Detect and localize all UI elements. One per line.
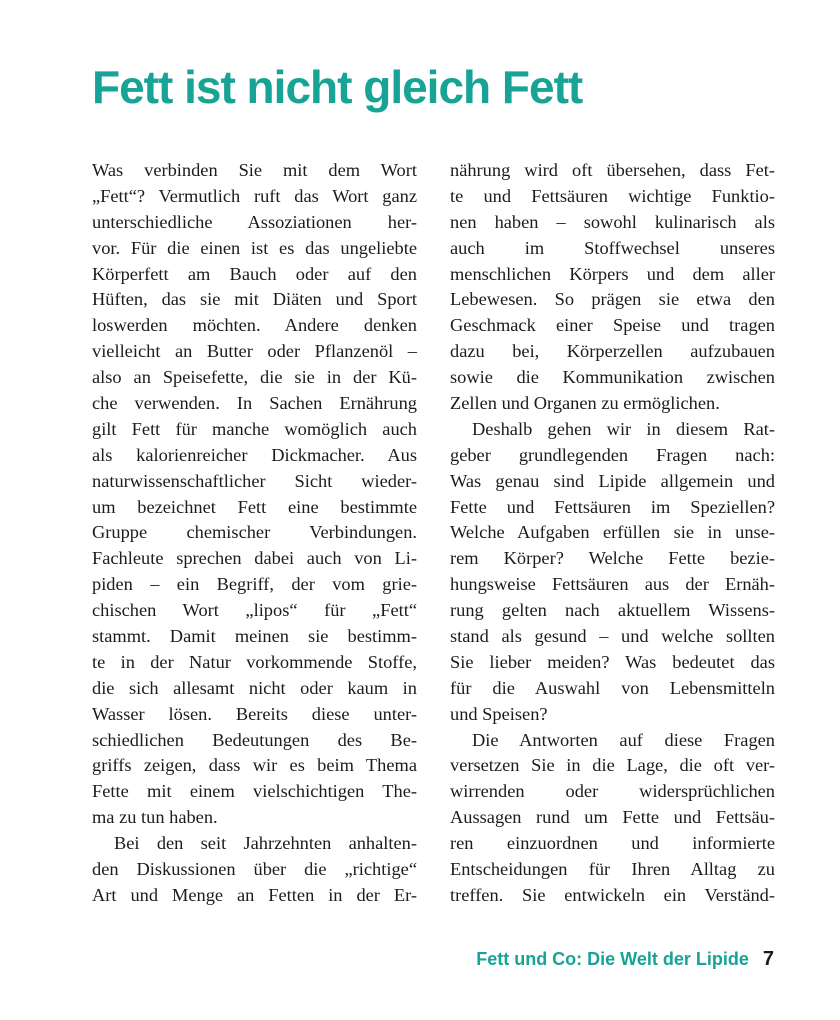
page-title: Fett ist nicht gleich Fett	[92, 61, 583, 113]
text-line: che verwenden. In Sachen Ernährung	[92, 393, 417, 414]
text-line: treffen. Sie entwickeln ein Verständ-	[450, 884, 775, 905]
text-column-right	[450, 158, 775, 909]
text-line: Körperfett am Bauch oder auf den	[92, 263, 417, 284]
text-line: chischen Wort „lipos“ für „Fett“	[92, 600, 417, 621]
text-line: vielleicht an Butter oder Pflanzenöl –	[92, 341, 417, 362]
text-line: stand als gesund – und welche sollten	[450, 626, 775, 647]
text-line: Hüften, das sie mit Diäten und Sport	[92, 289, 417, 310]
text-line: rem Körper? Welche Fette bezie-	[450, 548, 775, 569]
text-line: Lebewesen. So prägen sie etwa den	[450, 289, 775, 310]
page-footer	[476, 948, 774, 971]
text-line: Die Antworten auf diese Fragen	[472, 729, 775, 750]
text-line: ma zu tun haben.	[92, 807, 218, 828]
text-line: unterschiedliche Assoziationen her-	[92, 211, 417, 232]
text-line: „Fett“? Vermutlich ruft das Wort ganz	[92, 185, 417, 206]
text-line: stammt. Damit meinen sie bestimm-	[92, 626, 417, 647]
text-line: te in der Natur vorkommende Stoffe,	[92, 651, 417, 672]
text-line: rung gelten nach aktuellem Wissens-	[450, 600, 775, 621]
text-line: Bei den seit Jahrzehnten anhalten-	[114, 833, 417, 854]
text-line: te und Fettsäuren wichtige Funktio-	[450, 185, 775, 206]
text-line: Entscheidungen für Ihren Alltag zu	[450, 859, 775, 880]
text-line: Deshalb gehen wir in diesem Rat-	[472, 418, 775, 439]
text-line: um bezeichnet Fett eine bestimmte	[92, 496, 417, 517]
text-line: und Speisen?	[450, 703, 548, 724]
text-line: menschlichen Körpers und dem aller	[450, 263, 775, 284]
text-column-left	[92, 158, 417, 909]
text-line: loswerden möchten. Andere denken	[92, 315, 417, 336]
text-line: nährung wird oft übersehen, dass Fet-	[450, 160, 775, 180]
text-line: piden – ein Begriff, der vom grie-	[92, 574, 417, 595]
text-line: Welche Aufgaben erfüllen sie in unse-	[450, 522, 775, 543]
text-line: also an Speisefette, die sie in der Kü-	[92, 367, 417, 388]
text-line: dazu bei, Körperzellen aufzubauen	[450, 341, 775, 362]
text-line: Was verbinden Sie mit dem Wort	[92, 160, 417, 180]
text-line: griffs zeigen, dass wir es beim Thema	[92, 755, 417, 776]
text-line: geber grundlegenden Fragen nach:	[450, 444, 775, 465]
text-line: sowie die Kommunikation zwischen	[450, 367, 775, 388]
text-line: gilt Fett für manche womöglich auch	[92, 418, 417, 439]
text-line: Gruppe chemischer Verbindungen.	[92, 522, 417, 543]
text-line: Art und Menge an Fetten in der Er-	[92, 884, 417, 905]
text-line: Geschmack einer Speise und tragen	[450, 315, 775, 336]
footer-book-title: Fett und Co: Die Welt der Lipide	[476, 949, 749, 969]
text-line: vor. Für die einen ist es das ungeliebte	[92, 237, 417, 258]
text-line: auch im Stoffwechsel unseres	[450, 237, 775, 258]
text-line: hungsweise Fettsäuren aus der Ernäh-	[450, 574, 775, 595]
text-line: nen haben – sowohl kulinarisch als	[450, 211, 775, 232]
text-line: wirrenden oder widersprüchlichen	[450, 781, 775, 802]
text-line: versetzen Sie in die Lage, die oft ver-	[450, 755, 775, 776]
text-line: Aussagen rund um Fette und Fettsäu-	[450, 807, 775, 828]
text-line: naturwissenschaftlicher Sicht wieder-	[92, 470, 417, 491]
text-line: ren einzuordnen und informierte	[450, 833, 775, 854]
text-line: Zellen und Organen zu ermöglichen.	[450, 393, 720, 414]
page-number: 7	[762, 948, 774, 970]
text-line: Fette und Fettsäuren im Speziellen?	[450, 496, 775, 517]
text-line: schiedlichen Bedeutungen des Be-	[92, 729, 417, 750]
text-line: Sie lieber meiden? Was bedeutet das	[450, 651, 775, 672]
text-line: die sich allesamt nicht oder kaum in	[92, 677, 417, 698]
text-line: Fette mit einem vielschichtigen The-	[92, 781, 417, 802]
text-line: für die Auswahl von Lebensmitteln	[450, 677, 775, 698]
text-line: als kalorienreicher Dickmacher. Aus	[92, 444, 417, 465]
text-line: den Diskussionen über die „richtige“	[92, 859, 417, 880]
text-line: Wasser lösen. Bereits diese unter-	[92, 703, 417, 724]
text-line: Fachleute sprechen dabei auch von Li-	[92, 548, 417, 569]
text-line: Was genau sind Lipide allgemein und	[450, 470, 775, 491]
